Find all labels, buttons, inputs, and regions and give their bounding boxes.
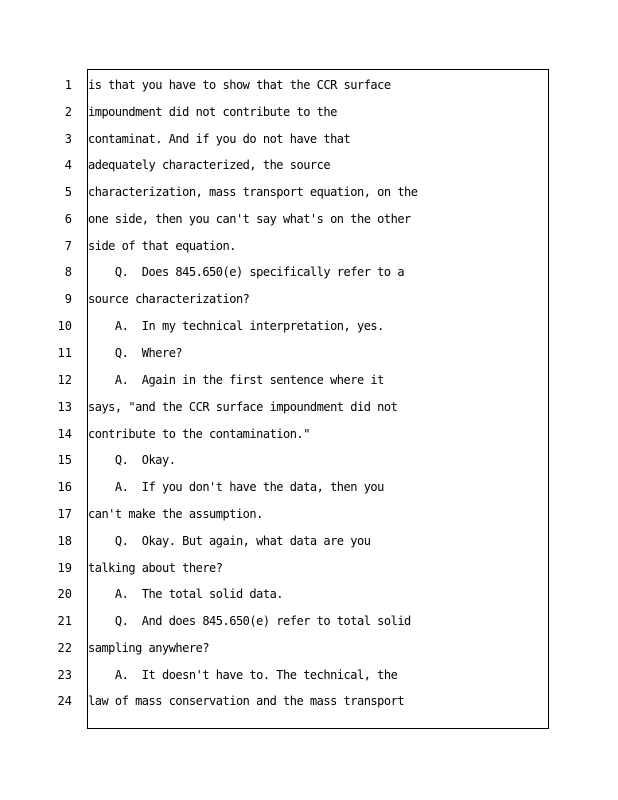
transcript-line: can't make the assumption. — [88, 507, 263, 521]
line-number: 8 — [64, 265, 72, 279]
line-number: 3 — [64, 132, 72, 146]
transcript-line: Q. Okay. But again, what data are you — [88, 534, 371, 548]
transcript-line: Q. Where? — [88, 346, 183, 360]
line-number: 10 — [57, 319, 72, 333]
transcript-line: is that you have to show that the CCR surface — [88, 78, 391, 92]
transcript-line: A. Again in the first sentence where it — [88, 373, 384, 387]
line-number: 12 — [57, 373, 72, 387]
line-number: 21 — [57, 614, 72, 628]
line-number: 11 — [57, 346, 72, 360]
line-number: 6 — [64, 212, 72, 226]
line-number: 4 — [64, 158, 72, 172]
transcript-line: contaminat. And if you do not have that — [88, 132, 351, 146]
transcript-line: A. If you don't have the data, then you — [88, 480, 384, 494]
line-number: 2 — [64, 105, 72, 119]
transcript-line: A. In my technical interpretation, yes. — [88, 319, 384, 333]
transcript-line: contribute to the contamination." — [88, 427, 310, 441]
transcript-line: adequately characterized, the source — [88, 158, 331, 172]
line-number: 20 — [57, 587, 72, 601]
line-number: 22 — [57, 641, 72, 655]
transcript-line: talking about there? — [88, 561, 223, 575]
transcript-line: says, "and the CCR surface impoundment did not — [88, 400, 398, 414]
line-number: 24 — [57, 694, 72, 708]
transcript-line: A. The total solid data. — [88, 587, 284, 601]
transcript-line: Q. Okay. — [88, 453, 176, 467]
line-number: 19 — [57, 561, 72, 575]
line-number: 23 — [57, 668, 72, 682]
transcript-line: Q. Does 845.650(e) specifically refer to a — [88, 265, 405, 279]
transcript-line: law of mass conservation and the mass transport — [88, 694, 405, 708]
line-number: 9 — [64, 292, 72, 306]
line-number: 7 — [64, 239, 72, 253]
line-number: 16 — [57, 480, 72, 494]
line-number: 1 — [64, 78, 72, 92]
transcript-line: side of that equation. — [88, 239, 236, 253]
transcript-line: Q. And does 845.650(e) refer to total solid — [88, 614, 411, 628]
line-number: 5 — [64, 185, 72, 199]
transcript-line: A. It doesn't have to. The technical, the — [88, 668, 398, 682]
line-number: 17 — [57, 507, 72, 521]
transcript-line: impoundment did not contribute to the — [88, 105, 337, 119]
transcript-line: sampling anywhere? — [88, 641, 210, 655]
line-number: 15 — [57, 453, 72, 467]
transcript-line: one side, then you can't say what's on the other — [88, 212, 411, 226]
line-number: 13 — [57, 400, 72, 414]
line-number: 14 — [57, 427, 72, 441]
line-number: 18 — [57, 534, 72, 548]
transcript-line: characterization, mass transport equation, on the — [88, 185, 418, 199]
transcript-line: source characterization? — [88, 292, 250, 306]
